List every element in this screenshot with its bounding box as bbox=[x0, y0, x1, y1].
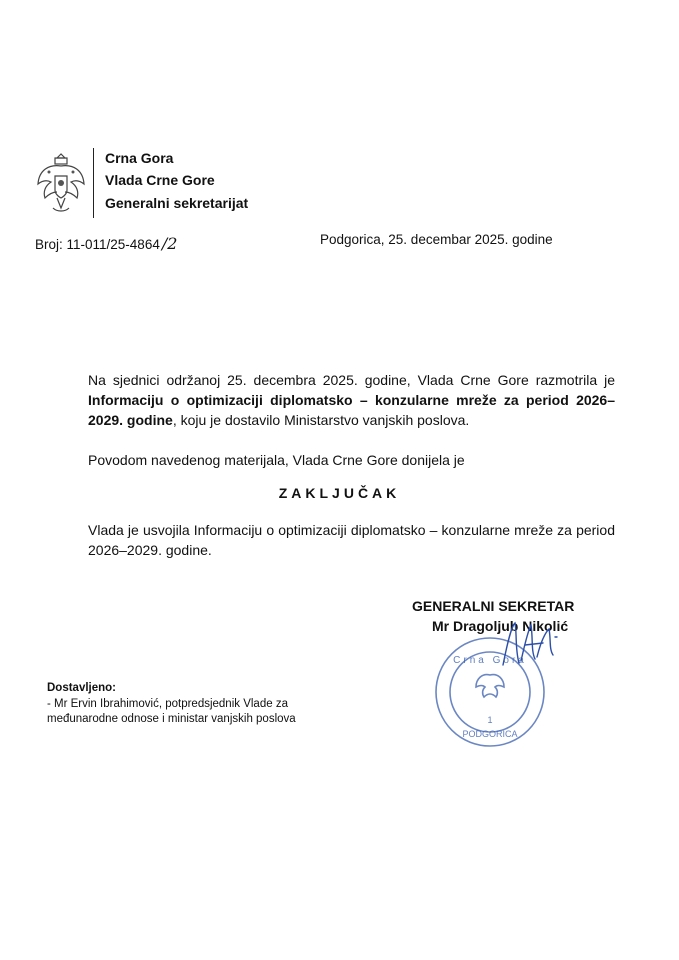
conclusion-text: Vlada je usvojila Informaciju o optimizaciji diplomatsko – konzularne mreže za period 2026–2029. godine. bbox=[88, 522, 615, 558]
coat-of-arms-icon bbox=[35, 150, 87, 218]
signatory-title: GENERALNI SEKRETAR bbox=[412, 598, 575, 614]
header-government: Vlada Crne Gore bbox=[105, 172, 215, 188]
paragraph-intro-bold: Informaciju o optimizaciji diplomatsko – konzularne mreže za period 2026–2029. godine bbox=[88, 392, 615, 428]
stamp-city: PODGORICA bbox=[462, 729, 518, 739]
stamp-number: 1 bbox=[487, 715, 493, 725]
document-date: Podgorica, 25. decembar 2025. godine bbox=[320, 232, 553, 247]
reference-number: Broj: 11-011/25-4864 /2 bbox=[35, 234, 178, 253]
header-country: Crna Gora bbox=[105, 150, 174, 166]
distribution-title: Dostavljeno: bbox=[47, 682, 117, 694]
handwritten-suffix: /2 bbox=[161, 234, 178, 253]
distribution-item: - Mr Ervin Ibrahimović, potpredsjednik Vlade za međunarodne odnose i ministar vanjskih poslova bbox=[47, 698, 296, 725]
stamp-top-text: Crna Gora bbox=[453, 655, 527, 666]
header-secretariat: Generalni sekretarijat bbox=[105, 195, 249, 211]
conclusion-heading: ZAKLJUČAK bbox=[278, 485, 401, 501]
header-divider bbox=[93, 148, 94, 218]
paragraph-decision: Povodom navedenog materijala, Vlada Crne Gore donijela je bbox=[88, 452, 465, 468]
signatory-name: Mr Dragoljub Nikolić bbox=[432, 618, 569, 634]
paragraph-intro: Na sjednici održanoj 25. decembra 2025. godine, Vlada Crne Gore razmotrila je Informaciju o optimizaciji diplomatsko – konzularne mreže za period 2026–2029. godine, koju je dostavilo Ministarstvo vanjskih poslova. bbox=[88, 372, 615, 428]
handwritten-signature bbox=[495, 615, 565, 675]
